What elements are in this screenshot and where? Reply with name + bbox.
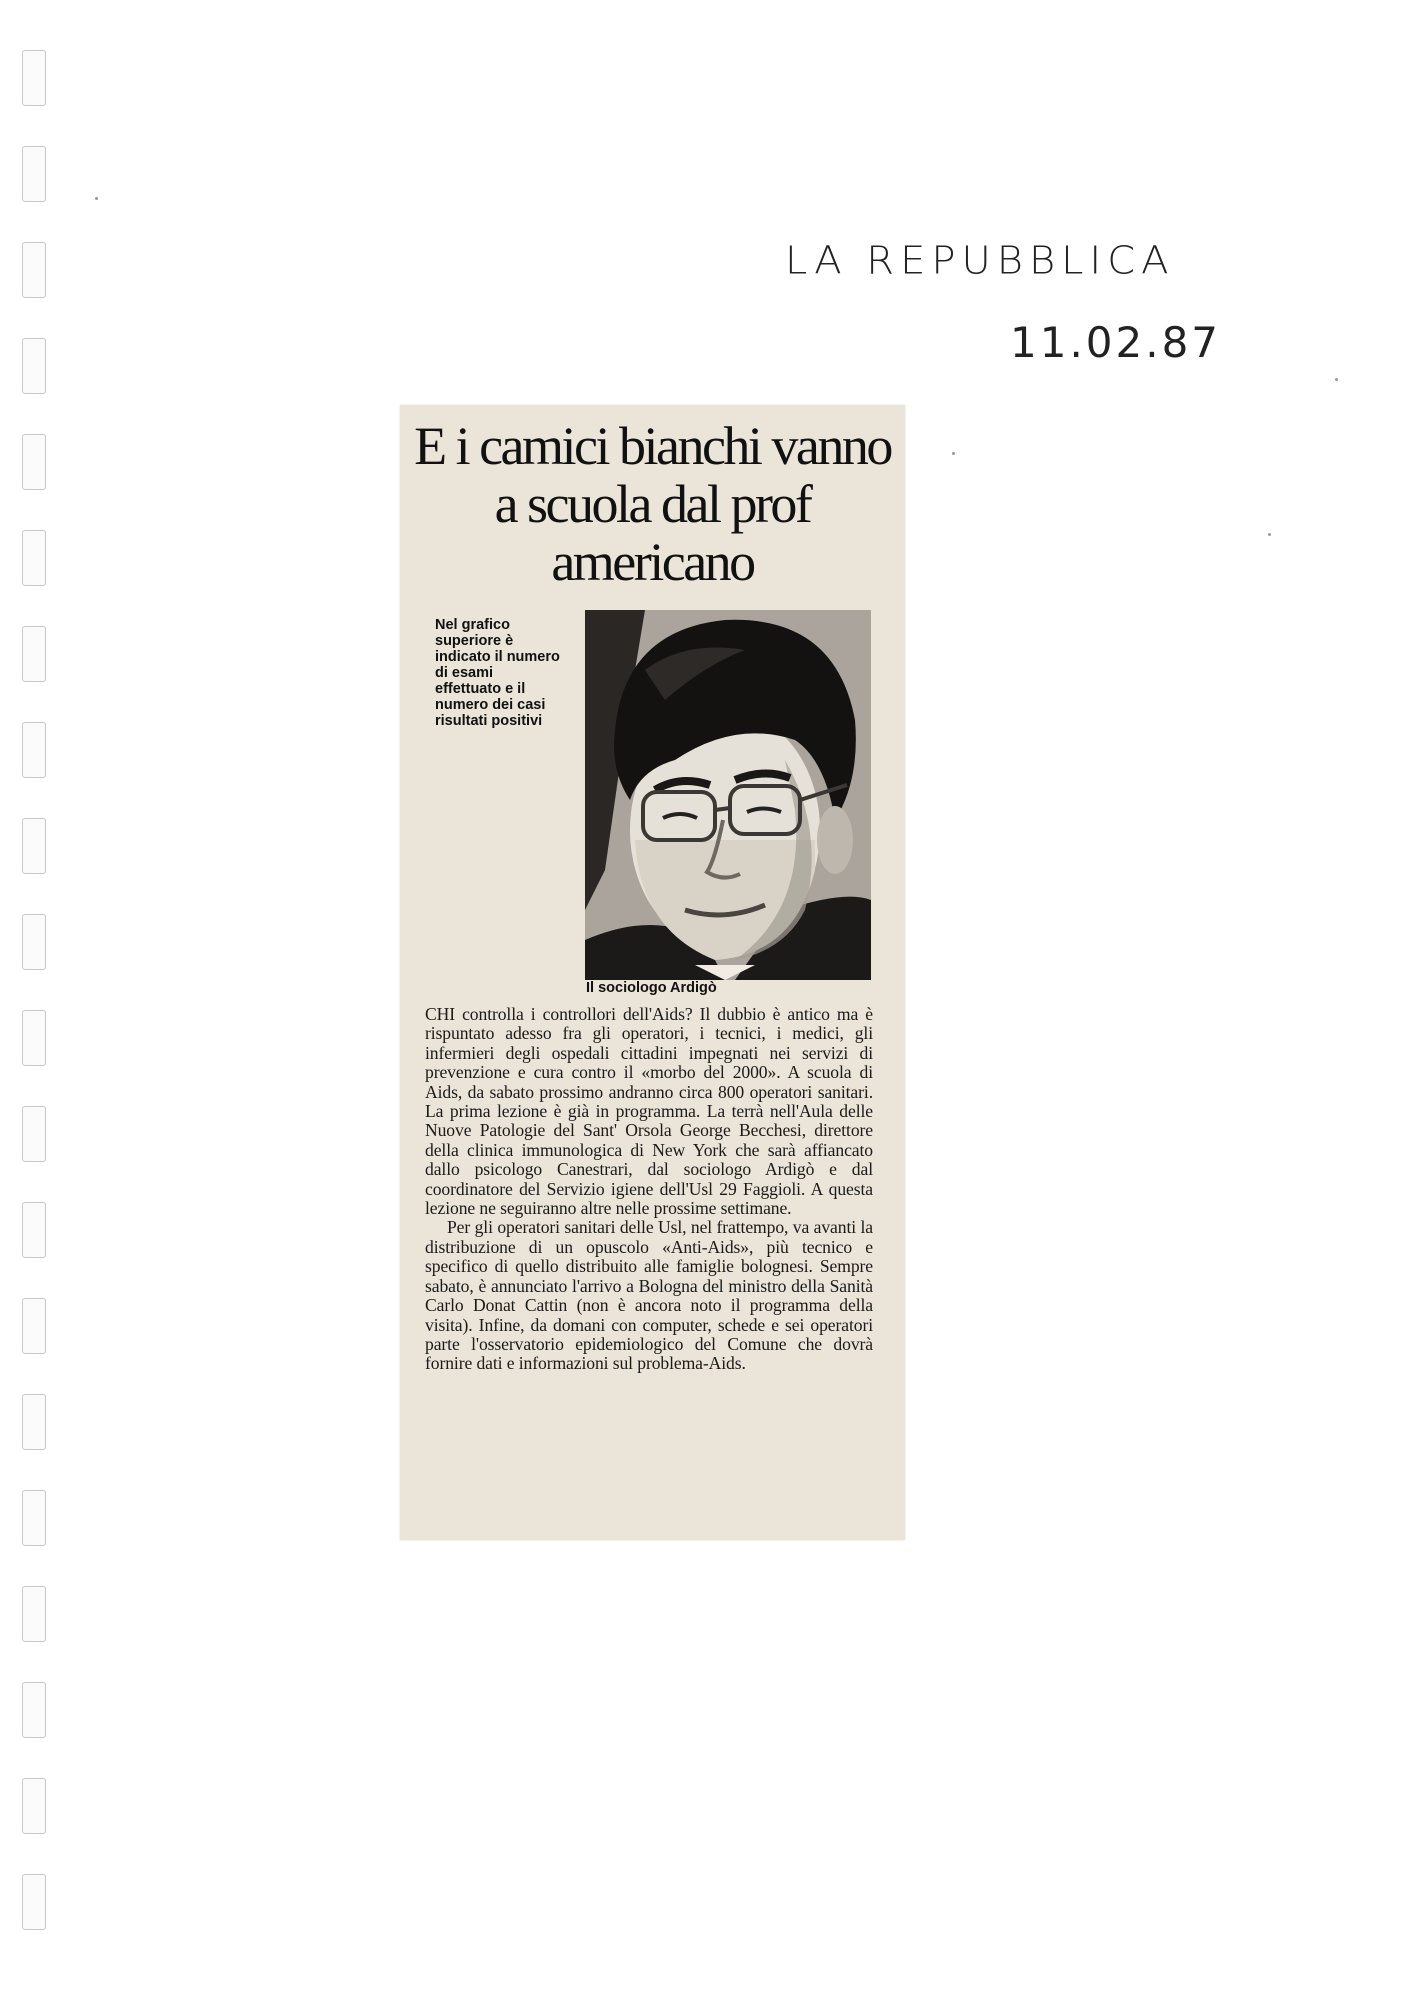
binder-hole xyxy=(22,530,46,586)
binder-hole xyxy=(22,338,46,394)
portrait-photo xyxy=(585,610,871,980)
photo-caption: Il sociologo Ardigò xyxy=(586,980,717,996)
binder-hole xyxy=(22,1778,46,1834)
paper-speck xyxy=(952,452,955,455)
newspaper-clipping xyxy=(400,405,905,1540)
portrait-image xyxy=(585,610,871,980)
binder-hole xyxy=(22,1874,46,1930)
binder-hole xyxy=(22,1682,46,1738)
article-body xyxy=(425,1005,873,1374)
article-headline: E i camici bianchi vanno a scuola dal prof americano xyxy=(414,416,891,592)
paper-speck xyxy=(95,197,98,200)
paper-speck xyxy=(1268,533,1271,536)
binder-holes xyxy=(22,50,52,1950)
binder-hole xyxy=(22,914,46,970)
binder-hole xyxy=(22,50,46,106)
article-paragraph: CHI controlla i controllori dell'Aids? Il dubbio è antico ma è rispuntato adesso fra gli operatori, i tecnici, i medici, gli infermieri degli ospedali cittadini impegnati nei servizi di prevenzione e cura contro il «morbo del 2000». A scuola di Aids, da sabato prossimo andranno circa 800 operatori sanitari. La prima lezione è già in programma. La terrà nell'Aula delle Nuove Patologie del Sant' Orsola George Becchesi, direttore della clinica immunologica di New York che sarà affiancato dallo psicologo Canestrari, dal sociologo Ardigò e dal coordinatore del Servizio igiene dell'Usl 29 Faggioli. A questa lezione ne seguiranno altre nelle prossime settimane. xyxy=(425,1004,873,1219)
binder-hole xyxy=(22,434,46,490)
binder-hole xyxy=(22,818,46,874)
binder-hole xyxy=(22,1106,46,1162)
binder-hole xyxy=(22,1490,46,1546)
binder-hole xyxy=(22,1586,46,1642)
binder-hole xyxy=(22,1394,46,1450)
binder-hole xyxy=(22,146,46,202)
binder-hole xyxy=(22,242,46,298)
handwritten-source-note: LA REPUBBLICA xyxy=(785,239,1175,283)
binder-hole xyxy=(22,1010,46,1066)
graphic-caption: Nel grafico superiore è indicato il numero di esami effettuato e il numero dei casi risultati positivi xyxy=(435,617,560,729)
handwritten-date-note: 11.02.87 xyxy=(1010,318,1222,367)
article-paragraph: Per gli operatori sanitari delle Usl, nel frattempo, va avanti la distribuzione di un opuscolo «Anti-Aids», più tecnico e specifico di quello distribuito alle famiglie bolognesi. Sempre sabato, è annunciato l'arrivo a Bologna del ministro della Sanità Carlo Donat Cattin (non è ancora noto il programma della visita). Infine, da domani con computer, schede e sei operatori parte l'osservatorio epidemiologico del Comune che dovrà fornire dati e informazioni sul problema-Aids. xyxy=(425,1217,873,1374)
binder-hole xyxy=(22,722,46,778)
binder-hole xyxy=(22,626,46,682)
paper-speck xyxy=(1335,378,1338,381)
binder-hole xyxy=(22,1202,46,1258)
binder-hole xyxy=(22,1298,46,1354)
